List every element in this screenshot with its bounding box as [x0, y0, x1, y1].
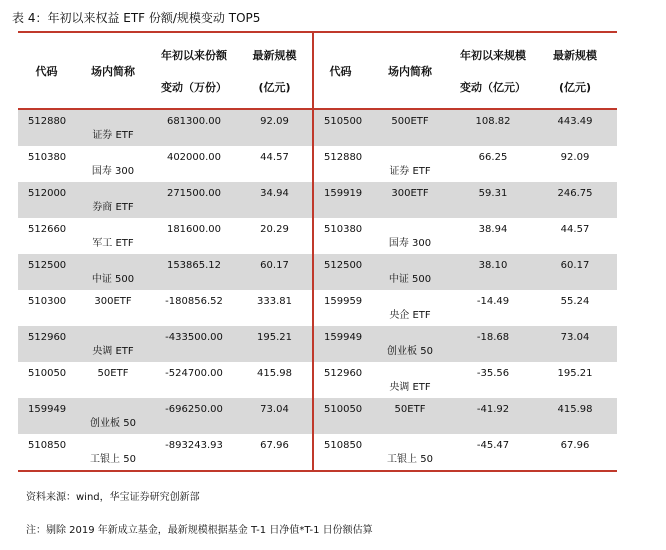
left-name-cell-text: 央调 ETF: [92, 346, 134, 357]
left-name-cell-text: 证券 ETF: [92, 130, 134, 141]
right-scale-cell-text: 443.49: [557, 116, 593, 127]
right-name-cell: [367, 434, 453, 471]
left-name-header: 场内简称: [75, 32, 151, 109]
right-name-cell-text: 证券 ETF: [389, 166, 431, 177]
right-code-cell: [313, 290, 367, 326]
right-code-cell-text: 510050: [324, 404, 363, 415]
left-scale-cell: [237, 218, 313, 254]
left-name-cell-text: 50ETF: [97, 368, 129, 379]
left-code-cell: [18, 362, 75, 398]
left-name-cell-text: 中证 500: [91, 274, 135, 285]
left-code-cell-text: 512960: [28, 332, 67, 343]
left-scale-cell-text: 73.04: [260, 404, 289, 415]
right-change-cell-text: 38.10: [478, 260, 508, 271]
right-code-cell-text: 512960: [324, 368, 363, 379]
left-code-cell-text: 510380: [28, 152, 67, 163]
table-title: 表 4：年初以来权益 ETF 份额/规模变动 TOP5: [12, 11, 261, 25]
etf-table-container: [18, 31, 617, 472]
right-name-cell: [367, 398, 453, 434]
right-change-cell-text: -14.49: [476, 296, 510, 307]
right-scale-cell-text: 67.96: [560, 440, 590, 451]
right-code-cell-text: 510500: [324, 116, 363, 127]
right-scale-cell: [533, 326, 617, 362]
left-scale-cell: [237, 434, 313, 471]
right-code-cell: [313, 398, 367, 434]
table-row: [18, 218, 617, 254]
right-change-header: [453, 32, 533, 109]
table-row: [18, 434, 617, 471]
right-name-cell-text: 300ETF: [391, 188, 429, 199]
right-scale-cell: [533, 362, 617, 398]
table-row: [18, 109, 617, 146]
right-change-cell: [453, 146, 533, 182]
left-code-cell: [18, 109, 75, 146]
right-scale-cell-text: 92.09: [560, 152, 590, 163]
right-name-cell-text: 央企 ETF: [389, 310, 431, 321]
left-change-cell: [151, 218, 237, 254]
right-name-cell: [367, 182, 453, 218]
right-scale-cell-text: 415.98: [557, 404, 593, 415]
right-code-cell-text: 512500: [324, 260, 363, 271]
source-note: 资料来源：wind，华宝证券研究创新部: [26, 492, 200, 503]
footnote: 注：剔除 2019 年新成立基金，最新规模根据基金 T-1 日净值*T-1 日份额估算: [26, 525, 373, 536]
left-change-header-line1: 年初以来份额: [161, 48, 227, 62]
left-change-cell-text: -893243.93: [165, 440, 223, 451]
right-scale-header: [533, 32, 617, 109]
left-scale-cell: [237, 182, 313, 218]
right-code-cell-text: 159949: [324, 332, 363, 343]
left-scale-cell: [237, 362, 313, 398]
right-scale-cell-text: 55.24: [560, 296, 590, 307]
left-code-cell-text: 512500: [28, 260, 67, 271]
right-name-cell: [367, 362, 453, 398]
left-name-cell: [75, 254, 151, 290]
right-name-cell: [367, 326, 453, 362]
right-code-cell: [313, 326, 367, 362]
right-scale-cell: [533, 290, 617, 326]
left-change-cell: [151, 109, 237, 146]
right-code-cell: [313, 254, 367, 290]
left-change-cell-text: 402000.00: [166, 152, 222, 163]
left-change-cell-text: -180856.52: [165, 296, 223, 307]
left-code-cell: [18, 218, 75, 254]
left-code-header: 代码: [18, 32, 75, 109]
left-name-cell: [75, 290, 151, 326]
left-code-cell-text: 510850: [28, 440, 67, 451]
left-name-cell: [75, 326, 151, 362]
right-scale-cell: [533, 434, 617, 471]
left-scale-header-line1: 最新规模: [252, 48, 297, 62]
right-name-cell-text: 国寿 300: [388, 238, 432, 249]
left-change-cell-text: 681300.00: [166, 116, 222, 127]
left-change-cell-text: 271500.00: [166, 188, 222, 199]
right-code-cell-text: 510850: [324, 440, 363, 451]
right-code-cell: [313, 362, 367, 398]
right-scale-cell: [533, 398, 617, 434]
left-scale-cell: [237, 290, 313, 326]
right-name-header: 场内简称: [367, 32, 453, 109]
right-change-cell: [453, 434, 533, 471]
left-code-cell-text: 159949: [28, 404, 67, 415]
right-code-header: 代码: [313, 32, 367, 109]
left-scale-cell: [237, 109, 313, 146]
left-change-cell: [151, 254, 237, 290]
header-row: [18, 32, 617, 109]
right-name-cell: [367, 290, 453, 326]
left-change-header: [151, 32, 237, 109]
right-scale-cell: [533, 109, 617, 146]
left-change-cell: [151, 434, 237, 471]
left-scale-cell-text: 415.98: [257, 368, 292, 379]
left-scale-header: [237, 32, 313, 109]
left-scale-cell: [237, 326, 313, 362]
left-code-cell: [18, 290, 75, 326]
right-scale-cell-text: 73.04: [560, 332, 590, 343]
right-change-header-line1: 年初以来规模: [460, 48, 526, 62]
left-name-cell: [75, 362, 151, 398]
right-change-cell-text: -45.47: [476, 440, 510, 451]
right-scale-header-line2: (亿元): [558, 80, 592, 94]
right-scale-cell: [533, 146, 617, 182]
left-code-cell: [18, 326, 75, 362]
right-name-cell-text: 500ETF: [391, 116, 429, 127]
right-change-cell: [453, 326, 533, 362]
left-scale-cell-text: 20.29: [260, 224, 289, 235]
left-name-cell-text: 创业板 50: [90, 418, 136, 429]
table-row: [18, 326, 617, 362]
right-code-cell: [313, 109, 367, 146]
left-name-cell: [75, 434, 151, 471]
left-scale-cell-text: 67.96: [260, 440, 289, 451]
right-code-cell: [313, 146, 367, 182]
left-scale-cell: [237, 398, 313, 434]
right-change-cell: [453, 109, 533, 146]
right-scale-cell-text: 44.57: [560, 224, 590, 235]
table-row: [18, 290, 617, 326]
left-change-cell: [151, 326, 237, 362]
right-change-cell-text: -35.56: [476, 368, 510, 379]
left-code-cell-text: 512660: [28, 224, 67, 235]
right-change-cell: [453, 218, 533, 254]
left-scale-cell-text: 60.17: [260, 260, 289, 271]
left-code-cell: [18, 398, 75, 434]
table-row: [18, 146, 617, 182]
right-change-cell: [453, 290, 533, 326]
left-code-cell-text: 510300: [28, 296, 67, 307]
left-code-cell: [18, 254, 75, 290]
right-change-cell: [453, 182, 533, 218]
left-scale-cell: [237, 254, 313, 290]
left-name-cell: [75, 398, 151, 434]
left-change-cell-text: -696250.00: [165, 404, 223, 415]
left-code-cell: [18, 434, 75, 471]
right-name-cell-text: 工银上 50: [387, 454, 433, 465]
left-scale-header-line2: (亿元): [258, 80, 291, 94]
left-name-cell: [75, 109, 151, 146]
left-name-cell-text: 工银上 50: [90, 454, 136, 465]
left-name-cell-text: 国寿 300: [91, 166, 135, 177]
left-name-cell-text: 军工 ETF: [92, 238, 134, 249]
left-change-cell: [151, 182, 237, 218]
left-name-cell-text: 300ETF: [94, 296, 132, 307]
right-code-cell-text: 512880: [324, 152, 363, 163]
right-scale-cell: [533, 218, 617, 254]
right-name-cell-text: 创业板 50: [387, 346, 433, 357]
right-change-cell: [453, 362, 533, 398]
left-name-cell: [75, 146, 151, 182]
left-scale-cell-text: 92.09: [260, 116, 289, 127]
right-scale-cell-text: 246.75: [557, 188, 593, 199]
right-change-cell-text: 66.25: [478, 152, 508, 163]
right-change-cell-text: 108.82: [475, 116, 511, 127]
right-code-cell: [313, 218, 367, 254]
left-code-cell-text: 512880: [28, 116, 67, 127]
right-scale-header-line1: 最新规模: [553, 48, 597, 62]
left-change-cell-text: -433500.00: [165, 332, 223, 343]
table-row: [18, 254, 617, 290]
left-scale-cell-text: 44.57: [260, 152, 289, 163]
right-code-cell-text: 159919: [324, 188, 363, 199]
left-change-cell: [151, 146, 237, 182]
right-change-cell: [453, 254, 533, 290]
right-scale-cell: [533, 254, 617, 290]
right-name-cell: [367, 254, 453, 290]
left-change-cell: [151, 290, 237, 326]
right-change-cell-text: 59.31: [478, 188, 508, 199]
right-name-cell: [367, 109, 453, 146]
left-name-cell: [75, 218, 151, 254]
right-scale-cell: [533, 182, 617, 218]
right-code-cell-text: 159959: [324, 296, 363, 307]
left-change-cell-text: 181600.00: [166, 224, 222, 235]
right-name-cell: [367, 146, 453, 182]
right-name-cell-text: 央调 ETF: [389, 382, 431, 393]
right-code-cell-text: 510380: [324, 224, 363, 235]
left-change-cell: [151, 362, 237, 398]
left-name-cell: [75, 182, 151, 218]
table-row: [18, 362, 617, 398]
right-name-cell: [367, 218, 453, 254]
table-row: [18, 398, 617, 434]
right-change-cell-text: 38.94: [478, 224, 508, 235]
left-code-cell: [18, 146, 75, 182]
left-change-cell-text: -524700.00: [165, 368, 223, 379]
right-code-cell: [313, 434, 367, 471]
left-code-cell-text: 512000: [28, 188, 67, 199]
left-change-header-line2: 变动（万份）: [161, 80, 227, 94]
left-code-cell-text: 510050: [28, 368, 67, 379]
right-change-header-line2: 变动（亿元）: [460, 80, 526, 94]
left-code-cell: [18, 182, 75, 218]
table-row: [18, 182, 617, 218]
left-change-cell: [151, 398, 237, 434]
left-scale-cell-text: 195.21: [257, 332, 292, 343]
left-scale-cell-text: 34.94: [260, 188, 289, 199]
right-scale-cell-text: 195.21: [557, 368, 593, 379]
right-change-cell: [453, 398, 533, 434]
left-change-cell-text: 153865.12: [166, 260, 222, 271]
right-change-cell-text: -41.92: [476, 404, 510, 415]
left-scale-cell: [237, 146, 313, 182]
right-code-cell: [313, 182, 367, 218]
etf-top5-table: [18, 31, 617, 472]
right-change-cell-text: -18.68: [476, 332, 510, 343]
right-name-cell-text: 50ETF: [394, 404, 426, 415]
right-name-cell-text: 中证 500: [388, 274, 432, 285]
left-name-cell-text: 券商 ETF: [92, 202, 134, 213]
left-scale-cell-text: 333.81: [257, 296, 292, 307]
right-scale-cell-text: 60.17: [560, 260, 590, 271]
